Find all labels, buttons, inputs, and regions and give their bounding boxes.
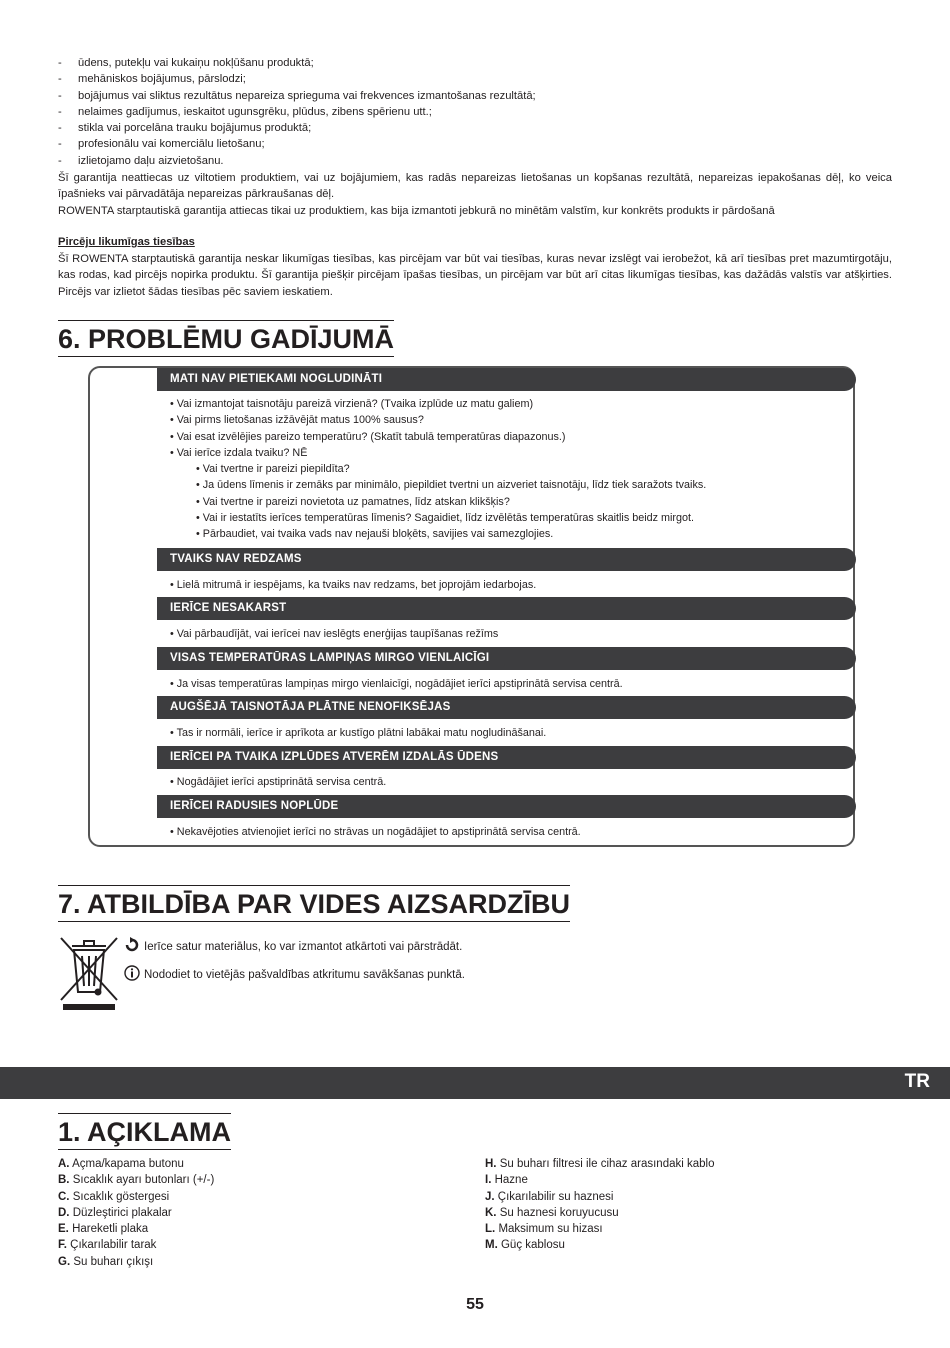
problem-items — [170, 725, 546, 741]
problem-item: • Vai pārbaudījāt, vai ierīcei nav ieslēgts enerģijas taupīšanas režīms — [170, 628, 499, 640]
problem-item: • Nogādājiet ierīci apstiprinātā servisa centrā. — [170, 776, 387, 788]
parts-list-right — [485, 1156, 714, 1254]
problem-heading: IERĪCEI RADUSIES NOPLŪDE — [157, 795, 856, 818]
crossed-out-bin-icon — [58, 934, 120, 1017]
problem-item: • Vai esat izvēlējies pareizo temperatūru? (Skatīt tabulā temperatūras diapazonus.) — [170, 430, 566, 443]
recycle-text: Ierīce satur materiālus, ko var izmantot atkārtoti vai pārstrādāt. — [144, 941, 463, 953]
list-item: F. Çıkarılabilir tarak — [58, 1239, 157, 1252]
problem-items — [170, 774, 386, 790]
problem-heading: IERĪCEI PA TVAIKA IZPLŪDES ATVERĒM IZDALĀS ŪDENS — [157, 746, 856, 769]
language-label: TR — [904, 1071, 930, 1092]
warranty-paragraphs — [58, 170, 892, 219]
recycle-arrow-icon — [124, 937, 140, 953]
problem-items — [170, 396, 706, 543]
list-item: - nelaimes gadījumus, ieskaitot ugunsgrēku, plūdus, zibens spērienu utt.; — [58, 104, 898, 120]
problem-item: • Nekavējoties atvienojiet ierīci no strāvas un nogādājiet to apstiprinātā servisa centrā. — [170, 826, 581, 838]
problem-item: • Vai pirms lietošanas izžāvējāt matus 100% sausus? — [170, 414, 424, 427]
list-item: J. Çıkarılabilir su haznesi — [485, 1190, 614, 1203]
list-item: D. Düzleştirici plakalar — [58, 1206, 172, 1219]
info-icon — [124, 965, 140, 981]
list-item: L. Maksimum su hizası — [485, 1223, 603, 1236]
list-item: C. Sıcaklık göstergesi — [58, 1190, 170, 1203]
list-item: E. Hareketli plaka — [58, 1223, 149, 1236]
info-text: Nododiet to vietējās pašvaldības atkritumu savākšanas punktā. — [144, 969, 465, 981]
parts-list-left — [58, 1156, 214, 1270]
list-item: M. Güç kablosu — [485, 1239, 565, 1252]
list-item: I. Hazne — [485, 1174, 528, 1187]
list-item: - izlietojamo daļu aizvietošanu. — [58, 153, 898, 169]
list-item: B. Sıcaklık ayarı butonları (+/-) — [58, 1174, 215, 1187]
recycle-line — [124, 937, 462, 953]
problem-items — [170, 626, 498, 642]
problem-heading: VISAS TEMPERATŪRAS LAMPIŅAS MIRGO VIENLAICĪGI — [157, 647, 856, 670]
problem-item: • Lielā mitrumā ir iespējams, ka tvaiks nav redzams, bet joprojām iedarbojas. — [170, 579, 537, 591]
problem-subitem: • Ja ūdens līmenis ir zemāks par minimālo, piepildiet tvertni un aizveriet taisnotāju, līdz tiek saražots tvaiks. — [196, 479, 707, 492]
list-item: K. Su haznesi koruyucusu — [485, 1206, 619, 1219]
problem-subitem: • Vai ir iestatīts ierīces temperatūras līmenis? Sagaidiet, līdz izvēlētās temperatūras skaitlis beidz mirgot. — [196, 512, 695, 525]
warranty-paragraph: ROWENTA starptautiskā garantija attiecas tikai uz produktiem, kas bija izmantoti jebkurā no minētām valstīm, kur konkrēts produkts ir pārdošanā — [58, 204, 775, 217]
info-line — [124, 965, 465, 981]
consumer-rights-heading: Pircēju likumīgas tiesības — [58, 236, 195, 248]
problem-heading: TVAIKS NAV REDZAMS — [157, 548, 856, 571]
problem-item: • Tas ir normāli, ierīce ir aprīkota ar kustīgo plātni labākai matu nogludināšanai. — [170, 727, 547, 739]
list-item: G. Su buharı çıkışı — [58, 1255, 154, 1268]
problem-subitem: • Pārbaudiet, vai tvaika vads nav nejauši bloķēts, savijies vai samezglojies. — [196, 528, 554, 541]
list-item: A. Açma/kapama butonu — [58, 1158, 184, 1170]
section-1-title: 1. AÇIKLAMA — [58, 1113, 231, 1150]
problem-items — [170, 577, 536, 593]
problem-item: • Vai izmantojat taisnotāju pareizā virzienā? (Tvaika izplūde uz matu galiem) — [170, 398, 534, 410]
warranty-exclusions-list — [58, 55, 898, 169]
language-bar — [0, 1067, 950, 1099]
problem-heading: MATI NAV PIETIEKAMI NOGLUDINĀTI — [157, 368, 856, 391]
problem-heading: AUGŠĒJĀ TAISNOTĀJA PLĀTNE NENOFIKSĒJAS — [157, 696, 856, 719]
section-7-title: 7. ATBILDĪBA PAR VIDES AIZSARDZĪBU — [58, 885, 570, 922]
consumer-rights-text: Šī ROWENTA starptautiskā garantija neskar likumīgas tiesības, kas pircējam var būt vai tiesības, kuras nevar izslēgt vai ierobežot, kā arī tiesības pret mazumtirgotāju, kas rodas, kad pircējs nopirka produktu. Šī garantija piešķir pircējam īpašas tiesības, un pircējam var būt arī citas likumīgas tiesības, kas dažādās valstīs var atšķirties. Pircējs var izlietot šādas tiesības pēc saviem ieskatiem. — [58, 253, 892, 298]
problem-items — [170, 824, 581, 840]
problem-items — [170, 676, 623, 692]
list-item: - stikla vai porcelāna trauku bojājumus produktā; — [58, 120, 898, 136]
list-item: - profesionālu vai komerciālu lietošanu; — [58, 136, 898, 152]
problem-item: • Ja visas temperatūras lampiņas mirgo vienlaicīgi, nogādājiet ierīci apstiprinātā servisa centrā. — [170, 678, 623, 690]
list-item: H. Su buharı filtresi ile cihaz arasındaki kablo — [485, 1158, 715, 1170]
list-item: - ūdens, putekļu vai kukaiņu nokļūšanu produktā; — [58, 55, 898, 71]
list-item: - mehāniskos bojājumus, pārslodzi; — [58, 71, 898, 87]
problem-item: • Vai ierīce izdala tvaiku? NĒ — [170, 446, 308, 459]
problem-subitem: • Vai tvertne ir pareizi novietota uz pamatnes, līdz atskan klikšķis? — [196, 495, 510, 508]
warranty-paragraph: Šī garantija neattiecas uz viltotiem produktiem, vai uz bojājumiem, kas radās nepareizas lietošanas un kopšanas rezultātā, nepareizas iepakošanas dēļ, ko veica īpašnieks vai pārvadātāja nepareizas pārkraušanas dēļ. — [58, 172, 892, 201]
problem-heading: IERĪCE NESAKARST — [157, 597, 856, 620]
problem-subitem: • Vai tvertne ir pareizi piepildīta? — [196, 463, 350, 476]
list-item: - bojājumus vai sliktus rezultātus nepareiza sprieguma vai frekvences izmantošanas rezultātā; — [58, 88, 898, 104]
section-6-title: 6. PROBLĒMU GADĪJUMĀ — [58, 320, 394, 357]
page-number: 55 — [466, 1296, 484, 1313]
